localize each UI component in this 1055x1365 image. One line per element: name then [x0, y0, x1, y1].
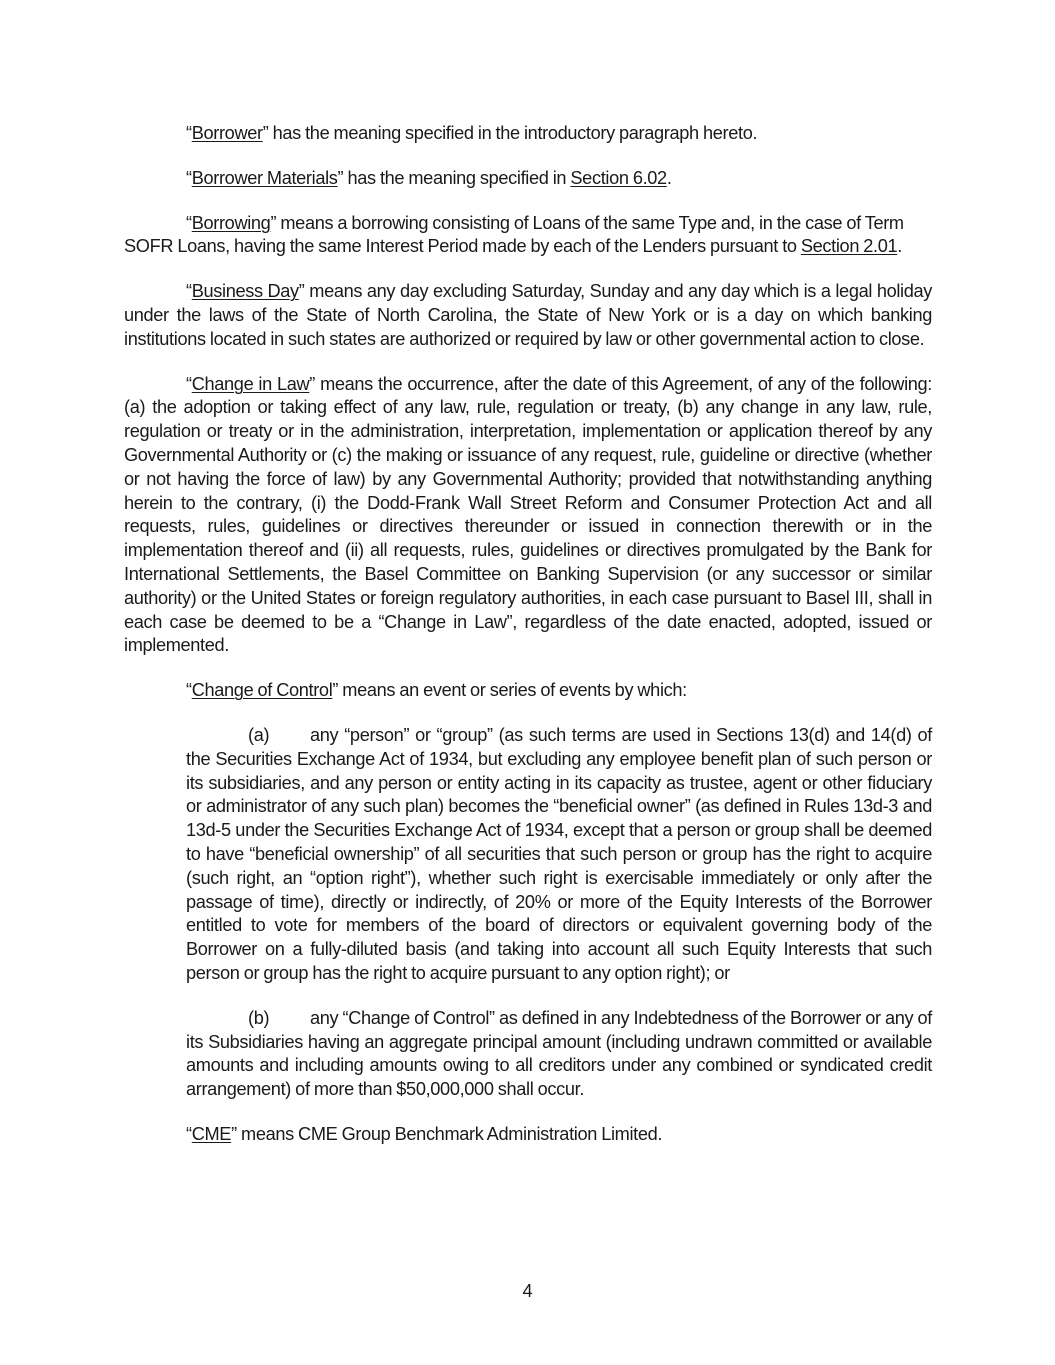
clause-text: any “Change of Control” as defined in any Indebtedness of the Borrower or any of its Subsidiaries having an aggregate principal amount (including undrawn committed or available amounts and including amounts owing to all creditors under any combined or syndicated credit arrangement) of more than $50,000,000 shall occur. [186, 1007, 932, 1100]
definition-text: means an event or series of events by which: [338, 680, 687, 701]
quote-open: “ [186, 167, 192, 188]
quote-open: “ [186, 680, 192, 701]
definition-text: has the meaning specified in [343, 167, 571, 188]
quote-close: ” [231, 1123, 237, 1144]
definition-text: has the meaning specified in the introductory paragraph hereto. [268, 123, 758, 143]
definition-text-end: . [666, 167, 672, 188]
quote-close: ” [298, 281, 305, 302]
quote-close: ” [262, 123, 269, 143]
defined-term: Change in Law [191, 373, 310, 394]
clause-text: any “person” or “group” (as such terms are used in Sections 13(d) and 14(d) of the Securities Exchange Act of 1934, but excluding any employee benefit plan of such person or its subsidiaries, and any person or entity acting in its capacity as trustee, agent or other fiduciary or administrator of any such plan) becomes the “beneficial owner” (as defined in Rules 13d-3 and 13d-5 under the Securities Exchange Act of 1934, except that a person or group shall be deemed to have “beneficial ownership” of all securities that such person or group has the right to acquire (such right, an “option right”), whether such right is exercisable immediately or only after the passage of time), directly or indirectly, of 20% or more of the Equity Interests of the Borrower entitled to vote for members of the board of directors or equivalent governing body of the Borrower on a fully-diluted basis (and taking into account all such Equity Interests that such person or group has the right to acquire pursuant to any option right); or [186, 724, 932, 983]
quote-close: ” [309, 373, 315, 394]
defined-term: Business Day [191, 281, 299, 302]
quote-close: ” [332, 680, 339, 701]
quote-open: “ [186, 212, 192, 233]
definition-change-in-law [124, 373, 932, 659]
quote-open: “ [186, 123, 192, 143]
defined-term: CME [191, 1123, 232, 1144]
quote-open: “ [186, 1123, 192, 1144]
definition-cme [124, 1123, 932, 1147]
quote-open: “ [186, 281, 192, 302]
page-number: 4 [522, 1281, 533, 1301]
change-of-control-clause-a [186, 724, 932, 986]
clause-label: (b) [248, 1007, 270, 1028]
defined-term: Borrower Materials [191, 167, 338, 188]
defined-term: Change of Control [191, 680, 333, 701]
quote-close: ” [270, 212, 277, 233]
defined-term: Borrowing [191, 212, 271, 233]
definition-text: means a borrowing consisting of Loans of the same Type and, in the case of Term SOFR Loans, having the same Interest Period made by each of the Lenders pursuant to [124, 212, 904, 257]
definition-text: means CME Group Benchmark Administration Limited. [236, 1123, 663, 1144]
definition-borrowing [124, 212, 932, 260]
definition-borrower-materials [124, 167, 932, 191]
definition-change-of-control [124, 679, 932, 703]
definition-text: means the occurrence, after the date of this Agreement, of any of the following: (a) the adoption or taking effect of any law, rule, regulation or treaty, (b) any change in any law, rule, regulation or treaty or in the administration, interpretation, implementation or application thereof by any Governmental Authority or (c) the making or issuance of any request, rule, guideline or directive (whether or not having the force of law) by any Governmental Authority; provided that notwithstanding anything herein to the contrary, (i) the Dodd-Frank Wall Street Reform and Consumer Protection Act and all requests, rules, guidelines or directives thereunder or issued in connection therewith or in the implementation thereof and (ii) all requests, rules, guidelines or directives promulgated by the Bank for International Settlements, the Basel Committee on Banking Supervision (or any successor or similar authority) or the United States or foreign regulatory authorities, in each case pursuant to Basel III, shall in each case be deemed to be a “Change in Law”, regardless of the date enacted, adopted, issued or implemented. [124, 373, 932, 656]
change-of-control-clause-b [186, 1007, 932, 1102]
quote-open: “ [186, 373, 192, 394]
definition-business-day [124, 280, 932, 351]
quote-close: ” [337, 167, 344, 188]
definition-borrower [124, 122, 932, 146]
definition-text-end: . [897, 236, 902, 257]
definition-text: means any day excluding Saturday, Sunday and any day which is a legal holiday under the laws of the State of North Carolina, the State of New York or is a day on which banking institutions located in such states are authorized or required by law or other governmental action to close. [124, 281, 933, 349]
section-reference: Section 6.02 [570, 167, 667, 188]
defined-term: Borrower [191, 123, 263, 143]
section-reference: Section 2.01 [800, 236, 898, 257]
document-page [124, 122, 932, 1168]
clause-label: (a) [248, 724, 270, 745]
